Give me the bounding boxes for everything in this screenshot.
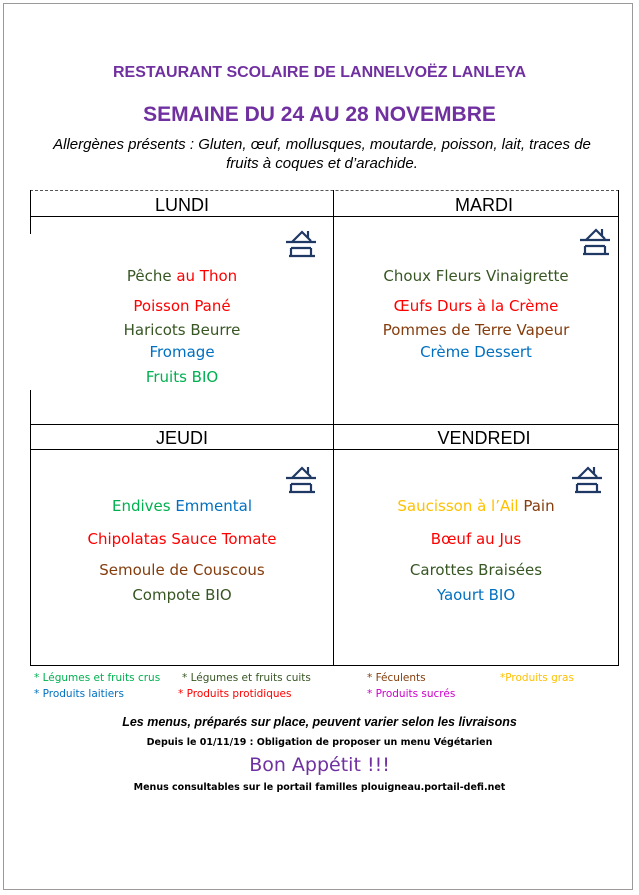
menu-item — [31, 586, 333, 604]
menu-item-text: Pêche — [126, 267, 172, 285]
allergens-note — [30, 135, 614, 173]
menu-item — [325, 497, 627, 515]
menu-item — [325, 321, 627, 339]
menu-item — [31, 368, 333, 386]
menu-item-text: Emmental — [170, 497, 253, 515]
legend-cooked-vegetables: * Légumes et fruits cuits — [182, 672, 311, 684]
menu-item-text: Pommes de Terre Vapeur — [382, 321, 570, 339]
allergens-line-2: fruits à coques et d’arachide. — [226, 155, 418, 172]
menu-item — [325, 530, 627, 548]
legend-starches: * Féculents — [367, 672, 426, 684]
menu-item — [31, 321, 333, 339]
menu-item-text: Crème Dessert — [420, 343, 532, 361]
legend-raw-vegetables: * Légumes et fruits crus — [34, 672, 161, 684]
day-header-monday: LUNDI — [154, 195, 209, 215]
menu-item — [325, 267, 627, 285]
menu-item-text: Endives — [111, 497, 171, 515]
menu-item — [31, 267, 333, 285]
legend-proteins: * Produits protidiques — [178, 688, 292, 700]
legend-fats: *Produits gras — [500, 672, 574, 684]
allergens-line-1: Allergènes présents : Gluten, œuf, mollusques, moutarde, poisson, lait, traces de — [53, 136, 591, 153]
day-header-tuesday: MARDI — [455, 195, 513, 215]
menu-item-text: Œufs Durs à la Crème — [393, 297, 559, 315]
legend-sweets: * Produits sucrés — [367, 688, 456, 700]
menu-item — [31, 530, 333, 548]
house-icon — [570, 464, 604, 496]
menu-item-text: Fruits BIO — [145, 368, 219, 386]
vegetarian-note: Depuis le 01/11/19 : Obligation de proposer un menu Végétarien — [146, 737, 493, 748]
menu-item-text: Haricots Beurre — [123, 321, 241, 339]
menu-item-text: Carottes Braisées — [409, 561, 543, 579]
menu-item-text: Poisson Pané — [133, 297, 231, 315]
legend-dairy: * Produits laitiers — [34, 688, 124, 700]
menu-item-text: Yaourt BIO — [436, 586, 516, 604]
portal-note: Menus consultables sur le portail familles plouigneau.portail-defi.net — [133, 782, 506, 793]
menu-item-text: au Thon — [171, 267, 238, 285]
menu-item — [325, 561, 627, 579]
menu-item-text: Bœuf au Jus — [430, 530, 522, 548]
menu-item — [325, 586, 627, 604]
menu-item — [325, 297, 627, 315]
house-icon — [284, 464, 318, 496]
house-icon — [284, 228, 318, 260]
menu-item-text: Pain — [518, 497, 555, 515]
menu-item-text: Fromage — [149, 343, 215, 361]
menu-item-text: Chipolatas Sauce Tomate — [87, 530, 277, 548]
menu-item — [31, 497, 333, 515]
menu-item — [325, 343, 627, 361]
day-header-friday: VENDREDI — [437, 428, 531, 448]
menu-item-text: Semoule de Couscous — [99, 561, 265, 579]
menu-item — [31, 297, 333, 315]
house-icon — [578, 226, 612, 258]
menu-item — [31, 343, 333, 361]
delivery-note: Les menus, préparés sur place, peuvent varier selon les livraisons — [122, 715, 517, 729]
bon-appetit: Bon Appétit !!! — [249, 754, 390, 776]
week-title: SEMAINE DU 24 AU 28 NOVEMBRE — [143, 103, 496, 126]
menu-item-text: Saucisson à l’Ail — [397, 497, 519, 515]
menu-item — [31, 561, 333, 579]
menu-item-text: Compote BIO — [132, 586, 232, 604]
day-header-thursday: JEUDI — [155, 428, 208, 448]
restaurant-title: RESTAURANT SCOLAIRE DE LANNELVOËZ LANLEYA — [112, 64, 527, 81]
menu-item-text: Choux Fleurs Vinaigrette — [383, 267, 569, 285]
